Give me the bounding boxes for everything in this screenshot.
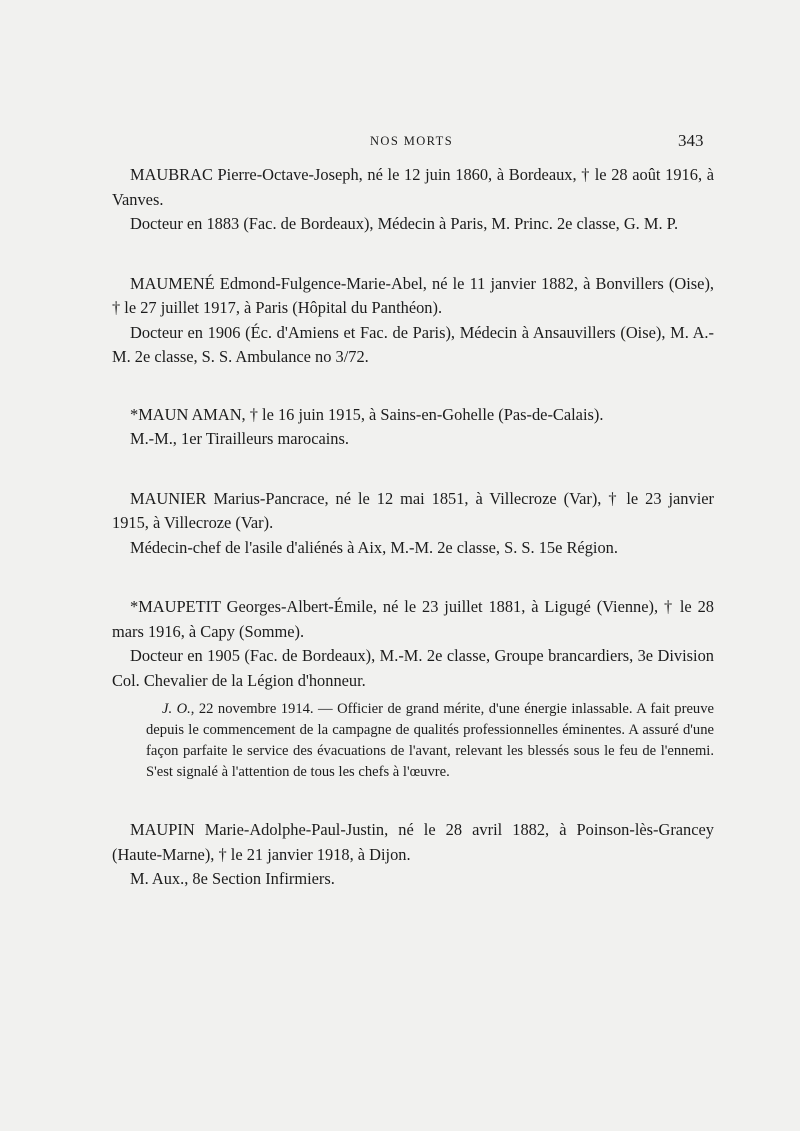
entry-details: Docteur en 1883 (Fac. de Bordeaux), Médecin à Paris, M. Princ. 2e classe, G. M. P. [130,214,679,233]
entry-details: M.-M., 1er Tirailleurs marocains. [130,429,349,448]
entry-maunier [112,487,714,561]
page-header [0,131,800,154]
entry-heading: MAUPIN Marie-Adolphe-Paul-Justin, né le 28 avril 1882, à Poinson-lès-Grancey (Haute-Marne), † le 21 janvier 1918, à Dijon. [112,820,714,864]
entry-maupetit [112,595,714,783]
entry-details: Docteur en 1906 (Éc. d'Amiens et Fac. de Paris), Médecin à Ansauvillers (Oise), M. A.-M. 2e classe, S. S. Ambulance no 3/72. [112,322,714,366]
entry-details: Docteur en 1905 (Fac. de Bordeaux), M.-M. 2e classe, Groupe brancardiers, 3e Division Col. Chevalier de la Légion d'honneur. [112,646,714,690]
entry-heading: MAUNIER Marius-Pancrace, né le 12 mai 1851, à Villecroze (Var), † le 23 janvier 1915, à Villecroze (Var). [112,488,714,532]
entry-heading: MAUMENÉ Edmond-Fulgence-Marie-Abel, né le 11 janvier 1882, à Bonvillers (Oise), † le 27 juillet 1917, à Paris (Hôpital du Panthéon). [112,273,714,317]
entry-maumene [112,272,714,370]
entry-heading: *MAUPETIT Georges-Albert-Émile, né le 23 juillet 1881, à Ligugé (Vienne), † le 28 mars 1916, à Capy (Somme). [112,597,714,641]
entry-maubrac [112,163,714,237]
citation-block [146,699,714,783]
page-body [112,163,714,892]
running-title: NOS MORTS [370,134,454,148]
citation-source: J. O. [162,701,191,717]
entry-heading: *MAUN AMAN, † le 16 juin 1915, à Sains-en-Gohelle (Pas-de-Calais). [130,404,604,424]
citation-paragraph [146,699,714,783]
entry-details: Médecin-chef de l'asile d'aliénés à Aix, M.-M. 2e classe, S. S. 15e Région. [130,537,618,557]
entry-maupin [112,818,714,892]
entry-details: M. Aux., 8e Section Infirmiers. [130,869,335,888]
entry-maun-aman [112,403,714,452]
page-number: 343 [678,131,704,150]
citation-text: , 22 novembre 1914. — Officier de grand mérite, d'une énergie inlassable. A fait preuve depuis le commencement de la campagne de qualités professionnelles éminentes. A assuré d'une façon parfaite le service des évacuations de l'avant, relevant les blessés sous le feu de l'ennemi. S'est signalé à l'attention de tous les chefs à l'œuvre. [146,701,714,780]
entry-heading: MAUBRAC Pierre-Octave-Joseph, né le 12 juin 1860, à Bordeaux, † le 28 août 1916, à Vanves. [112,165,714,209]
